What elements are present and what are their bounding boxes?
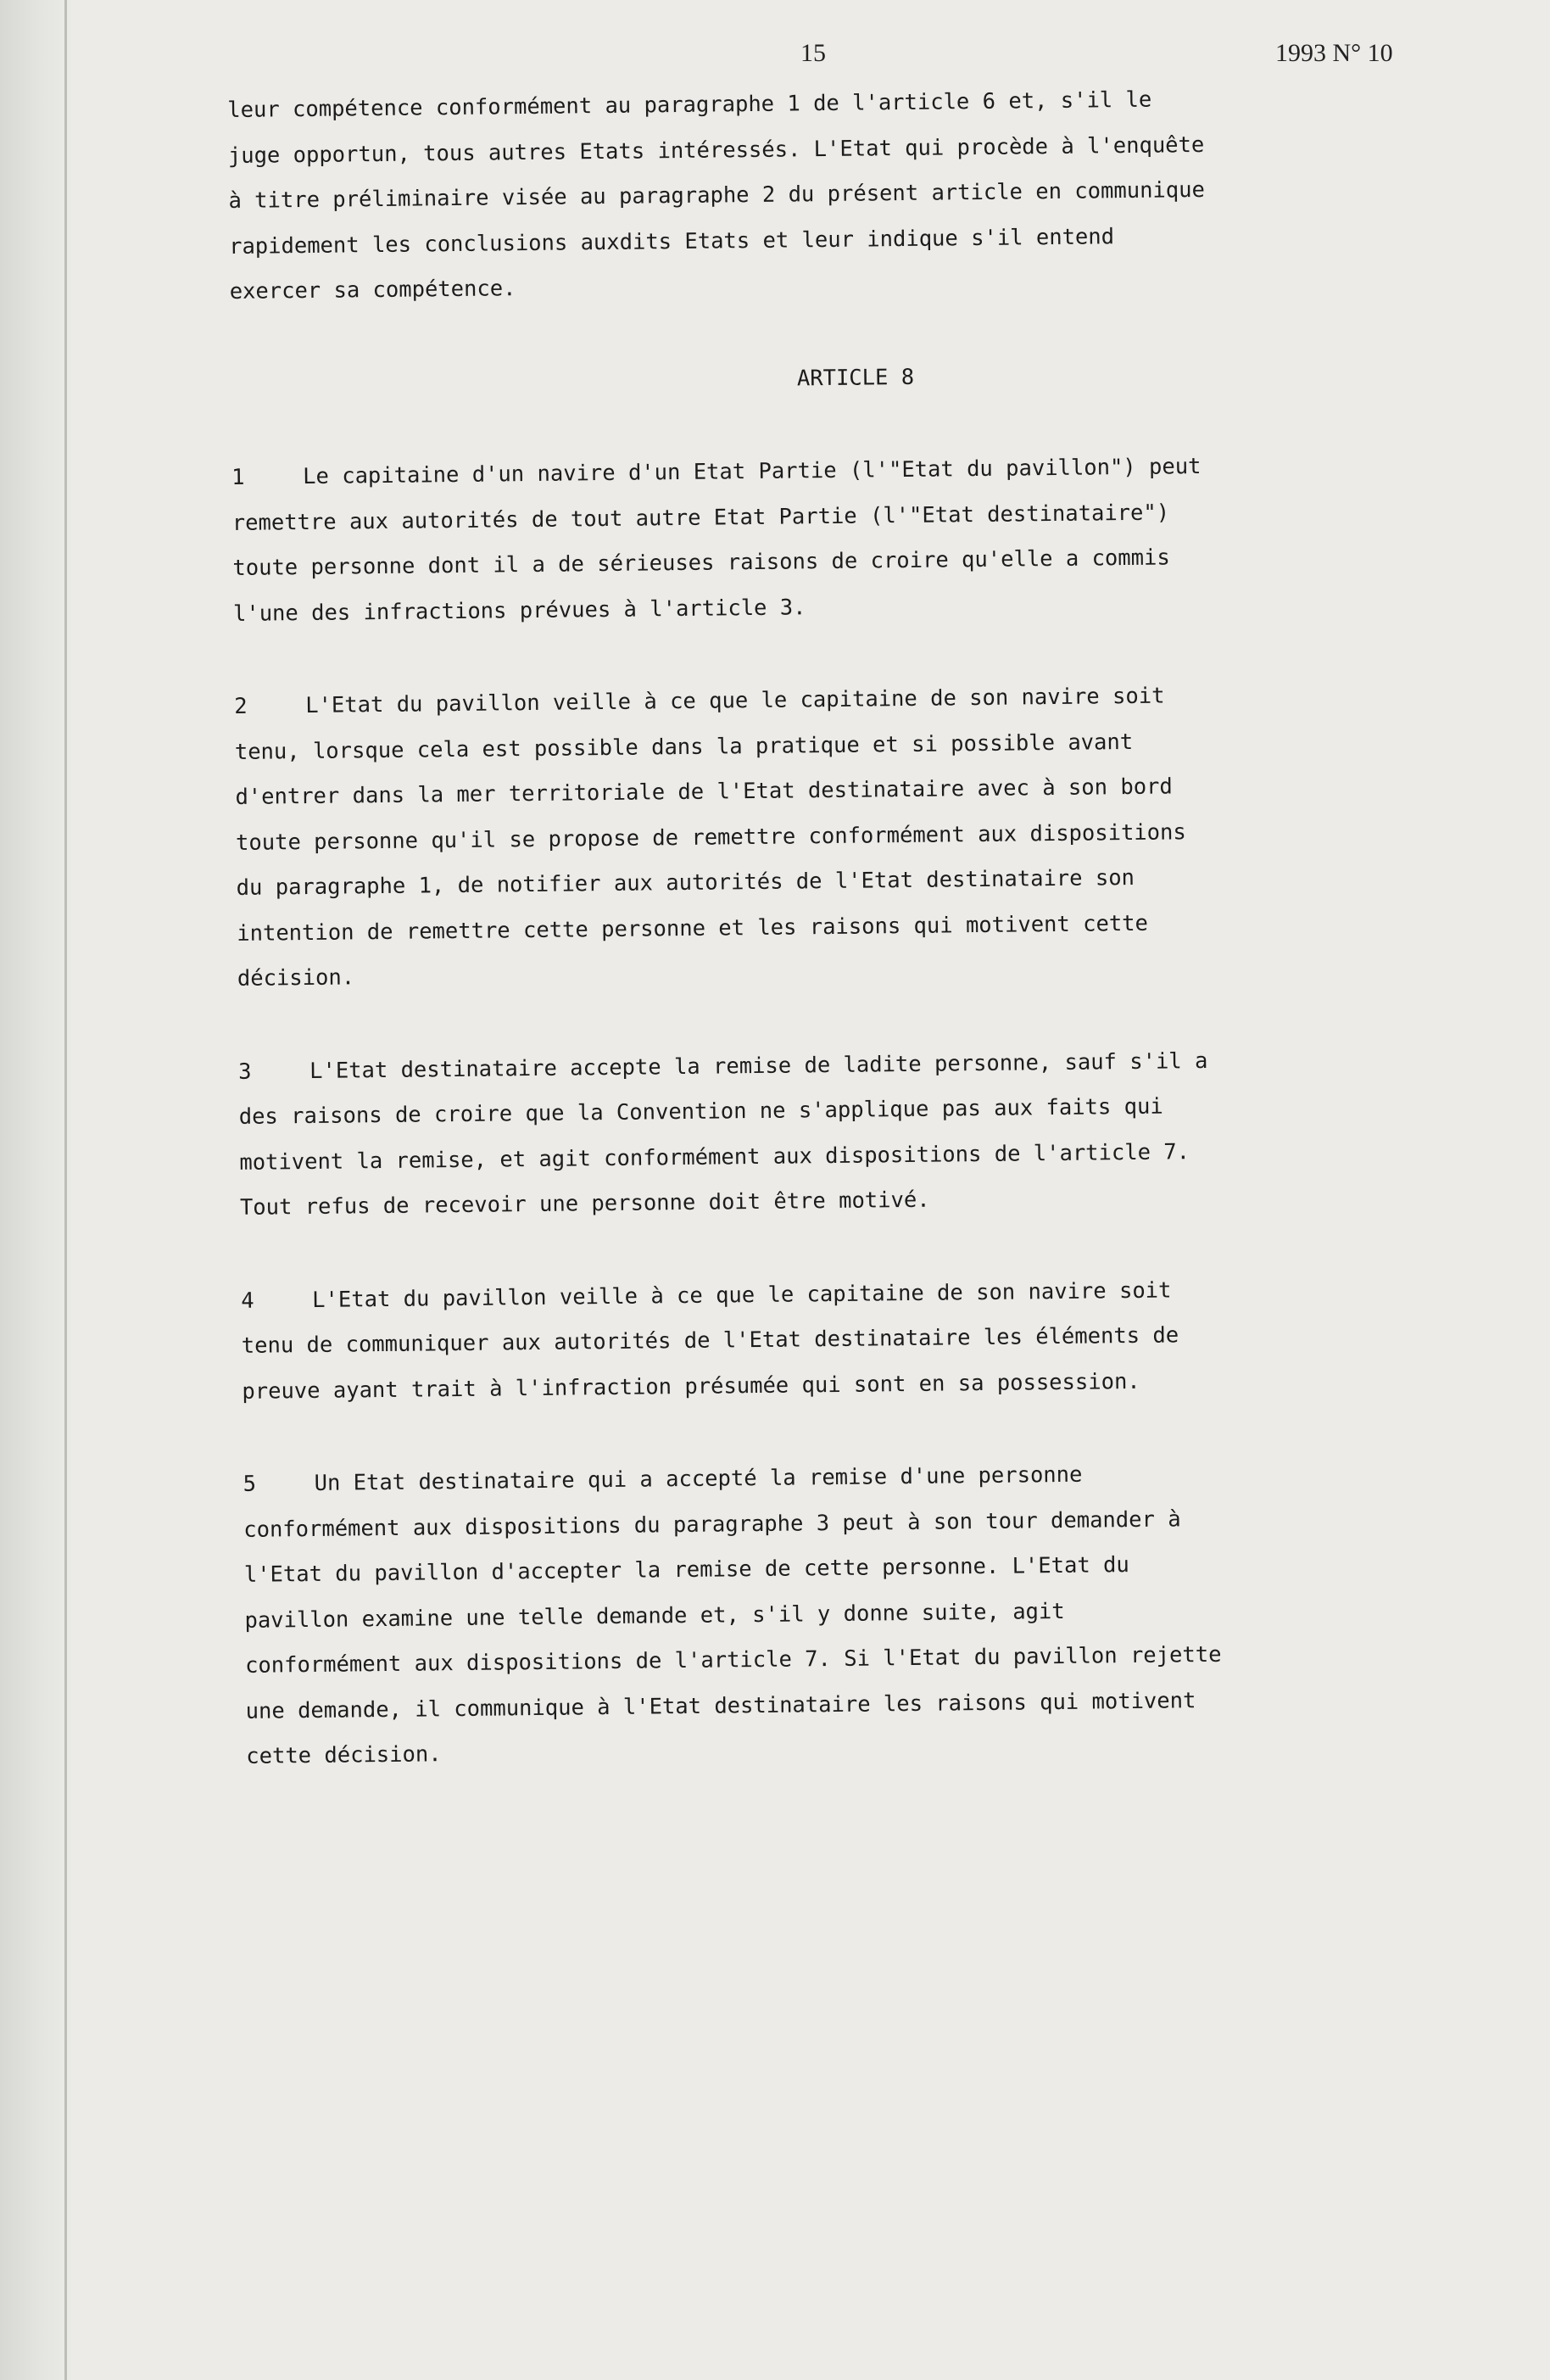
- text-line: d'entrer dans la mer territoriale de l'Etat destinataire avec à son bord: [235, 774, 1173, 810]
- text-line: Le capitaine d'un navire d'un Etat Partie (l'"Etat du pavillon") peut: [303, 454, 1202, 490]
- text-line: preuve ayant trait à l'infraction présumée qui sont en sa possession.: [242, 1368, 1140, 1405]
- document-page: [71, 0, 1550, 2380]
- paragraph-4: [241, 1265, 1489, 1415]
- paragraph-3: [238, 1036, 1486, 1232]
- text-line: remettre aux autorités de tout autre Etat Partie (l'"Etat destinataire"): [231, 499, 1170, 536]
- binding-line: [64, 0, 67, 2380]
- text-line: Un Etat destinataire qui a accepté la remise d'une personne: [314, 1461, 1083, 1496]
- paragraph-number: 1: [231, 464, 245, 490]
- running-head: [71, 39, 1550, 73]
- paragraph-5: [243, 1448, 1492, 1779]
- text-line: L'Etat destinataire accepte la remise de ladite personne, sauf s'il a: [309, 1048, 1208, 1084]
- text-line: du paragraphe 1, de notifier aux autorités de l'Etat destinataire son: [236, 864, 1135, 901]
- binding-edge: [0, 0, 68, 2380]
- paragraph-2: [234, 670, 1484, 1002]
- text-line: toute personne dont il a de sérieuses raisons de croire qu'elle a commis: [232, 545, 1170, 581]
- article-heading: ARTICLE 8: [796, 364, 915, 391]
- lead-paragraph: [227, 74, 1476, 315]
- text-line: juge opportun, tous autres Etats intéressés. L'Etat qui procède à l'enquête: [227, 131, 1205, 169]
- paragraph-1: [231, 441, 1480, 637]
- document-body: [227, 74, 1493, 1827]
- text-line: pavillon examine une telle demande et, s'il y donne suite, agit: [244, 1598, 1065, 1634]
- text-line: décision.: [237, 964, 355, 992]
- text-line: toute personne qu'il se propose de remettre conformément aux dispositions: [235, 818, 1186, 856]
- text-line: L'Etat du pavillon veille à ce que le capitaine de son navire soit: [312, 1277, 1172, 1313]
- text-line: conformément aux dispositions de l'article 7. Si l'Etat du pavillon rejette: [244, 1641, 1222, 1679]
- text-line: rapidement les conclusions auxdits Etats et leur indique s'il entend: [228, 223, 1115, 260]
- text-line: des raisons de croire que la Convention ne s'applique pas aux faits qui: [238, 1093, 1163, 1130]
- text-line: tenu, lorsque cela est possible dans la pratique et si possible avant: [234, 729, 1134, 765]
- text-line: exercer sa compétence.: [229, 276, 516, 304]
- text-line: conformément aux dispositions du paragraphe 3 peut à son tour demander à: [243, 1506, 1181, 1543]
- text-line: tenu de communiquer aux autorités de l'Etat destinataire les éléments de: [241, 1322, 1179, 1359]
- text-line: L'Etat du pavillon veille à ce que le capitaine de son navire soit: [305, 683, 1165, 718]
- text-line: l'une des infractions prévues à l'article 3.: [232, 594, 806, 627]
- text-line: cette décision.: [246, 1741, 442, 1769]
- page-number: 15: [800, 39, 826, 67]
- text-line: leur compétence conformément au paragraphe 1 de l'article 6 et, s'il le: [227, 87, 1152, 123]
- text-line: à titre préliminaire visée au paragraphe 2 du présent article en communique: [228, 176, 1206, 214]
- journal-reference: 1993 N° 10: [1275, 39, 1393, 67]
- text-line: motivent la remise, et agit conformément aux dispositions de l'article 7.: [239, 1138, 1190, 1176]
- text-line: intention de remettre cette personne et les raisons qui motivent cette: [237, 910, 1149, 947]
- paragraph-number: 2: [234, 693, 248, 719]
- text-line: une demande, il communique à l'Etat destinataire les raisons qui motivent: [245, 1687, 1196, 1724]
- text-line: Tout refus de recevoir une personne doit être motivé.: [239, 1187, 930, 1221]
- paragraph-number: 3: [237, 1059, 252, 1085]
- text-line: l'Etat du pavillon d'accepter la remise de cette personne. L'Etat du: [243, 1552, 1129, 1588]
- paragraph-number: 4: [241, 1288, 254, 1314]
- paragraph-number: 5: [243, 1471, 257, 1497]
